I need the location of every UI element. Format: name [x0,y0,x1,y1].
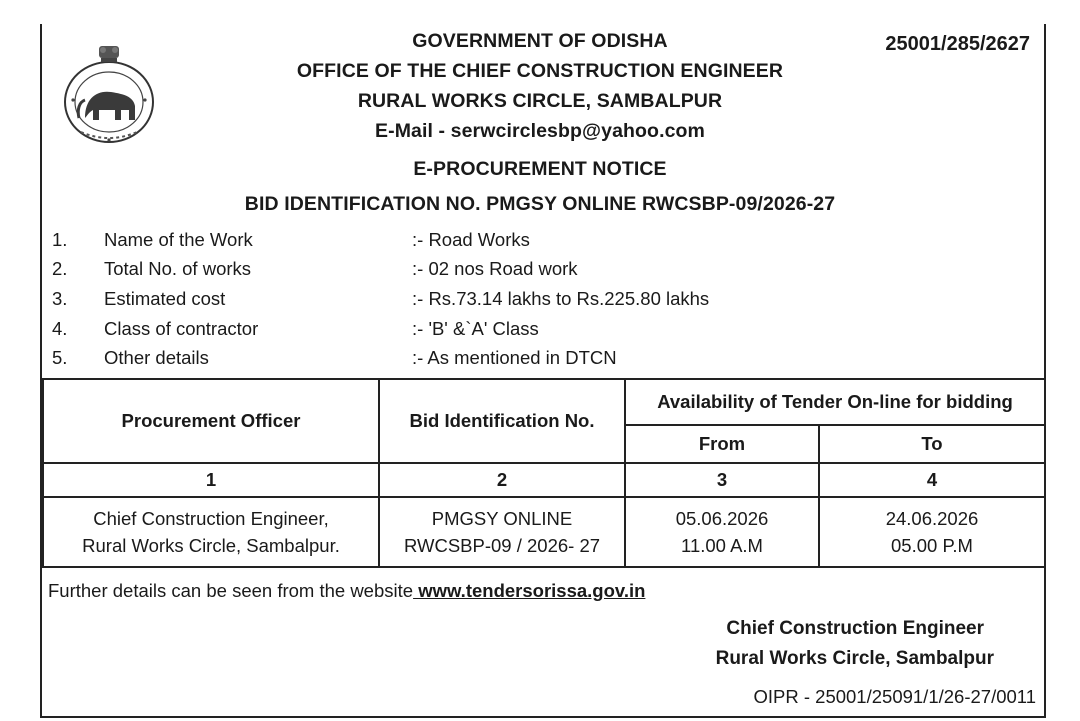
detail-num: 5. [52,347,68,368]
to-time: 05.00 P.M [891,535,973,556]
header-circle: RURAL WORKS CIRCLE, SAMBALPUR [357,90,723,112]
website-link[interactable]: www.tendersorissa.gov.in [413,580,646,601]
col-number: 1 [43,463,379,497]
detail-label: Total No. of works [104,258,252,279]
signatory-office: Rural Works Circle, Sambalpur [715,648,994,669]
header-office: OFFICE OF THE CHIEF CONSTRUCTION ENGINEER [296,60,784,82]
col-header-procurement-officer: Procurement Officer [43,379,379,463]
detail-value: :- 'B' &`A' Class [412,318,539,339]
detail-value: :- 02 nos Road work [412,258,578,279]
detail-label: Class of contractor [104,318,259,339]
detail-label: Name of the Work [104,229,253,250]
col-number: 3 [625,463,819,497]
further-details [48,580,645,602]
detail-label: Other details [104,347,209,368]
detail-num: 4. [52,318,68,339]
from-date: 05.06.2026 [675,508,769,529]
to-date: 24.06.2026 [885,508,979,529]
notice-title: E-PROCUREMENT NOTICE [413,158,667,180]
detail-num: 2. [52,258,68,279]
detail-label: Estimated cost [104,288,226,309]
detail-num: 3. [52,288,68,309]
header-email: E-Mail - serwcirclesbp@yahoo.com [375,120,705,142]
detail-value: :- Rs.73.14 lakhs to Rs.225.80 lakhs [412,288,710,309]
cell-to [819,497,1045,567]
bid-line: PMGSY ONLINE [431,508,573,529]
col-number: 2 [379,463,625,497]
officer-line: Chief Construction Engineer, [93,508,329,529]
bid-line: RWCSBP-09 / 2026- 27 [403,535,601,556]
further-details-text: Further details can be seen from the website [48,580,414,601]
cell-officer [43,497,379,567]
col-header-bid-id: Bid Identification No. [379,379,625,463]
cell-from [625,497,819,567]
detail-value: :- As mentioned in DTCN [412,347,617,368]
tender-table [42,378,1046,568]
signatory-title: Chief Construction Engineer [726,618,984,639]
col-header-availability: Availability of Tender On-line for bidding [625,379,1045,425]
oipr-number: OIPR - 25001/25091/1/26-27/0011 [753,686,1036,707]
detail-num: 1. [52,229,68,250]
officer-line: Rural Works Circle, Sambalpur. [82,535,340,556]
table-row [43,497,1045,567]
col-number: 4 [819,463,1045,497]
bid-identification-line: BID IDENTIFICATION NO. PMGSY ONLINE RWCSBP-09/2026-27 [244,193,836,215]
from-time: 11.00 A.M [681,535,763,556]
detail-value: :- Road Works [412,229,530,250]
col-header-to: To [819,425,1045,463]
reference-number: 25001/285/2627 [885,33,1030,55]
header-govt: GOVERNMENT OF ODISHA [412,30,668,52]
col-header-from: From [625,425,819,463]
cell-bid-id [379,497,625,567]
